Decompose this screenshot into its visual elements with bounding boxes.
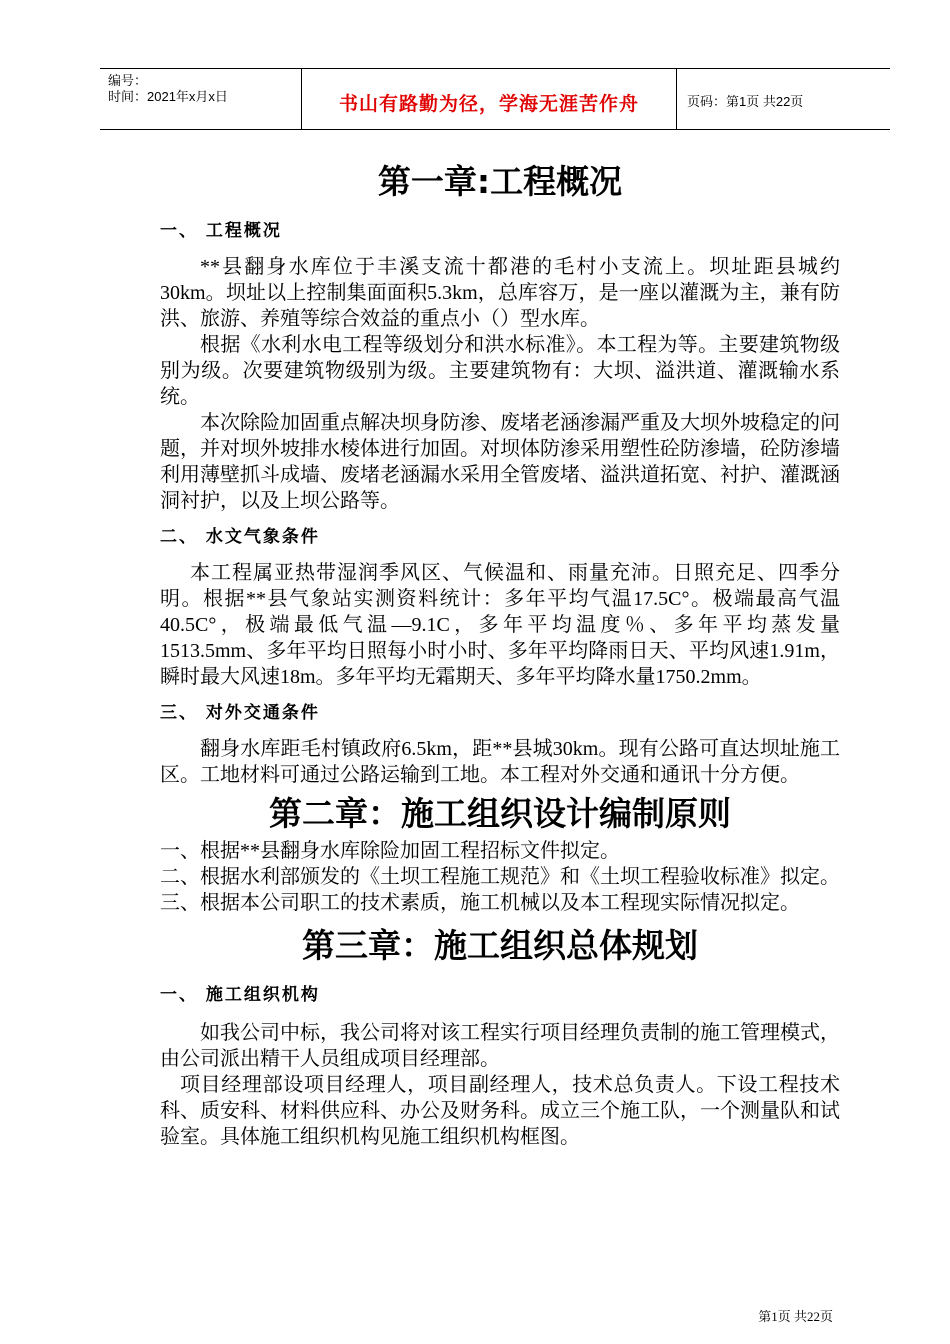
- header-page-info: 页码：第1页 共22页: [687, 94, 804, 109]
- chapter2-title: 第二章：施工组织设计编制原则: [269, 794, 731, 833]
- chapter2-item: 一、根据**县翻身水库除险加固工程招标文件拟定。: [160, 840, 620, 862]
- page-header: [100, 68, 890, 130]
- chapter2-item: 三、根据本公司职工的技术素质，施工机械以及本工程现实际情况拟定。: [160, 892, 800, 914]
- chapter2-item: 二、根据水利部颁发的《土坝工程施工规范》和《土坝工程验收标准》拟定。: [160, 866, 840, 888]
- chapter3-section1-title: 一、 施工组织机构: [160, 985, 320, 1005]
- code-label: 编号：: [108, 73, 148, 88]
- header-motto: 书山有路勤为径，学海无涯苦作舟: [338, 93, 639, 115]
- chapter1-title: 第一章:工程概况: [377, 162, 623, 201]
- chapter3-title: 第三章：施工组织总体规划: [302, 926, 698, 965]
- header-page-cell: [677, 69, 890, 129]
- chapter1-section3-title: 三、 对外交通条件: [160, 703, 320, 723]
- chapter1-section1-para3: 本次除险加固重点解决坝身防渗、废堵老涵渗漏严重及大坝外坡稳定的问题，并对坝外坡排水棱体进行加固。对坝体防渗采用塑性砼防渗墙，砼防渗墙利用薄壁抓斗成墙、废堵老涵漏水采用全管废堵、溢洪道拓宽、衬护、灌溉涵洞衬护，以及上坝公路等。: [160, 412, 840, 512]
- chapter1-section2-para1: 本工程属亚热带湿润季风区、气候温和、雨量充沛。日照充足、四季分明。根据**县气象站实测资料统计：多年平均气温17.5C°。极端最高气温40.5C°，极端最低气温—9.1C，多年平均温度％、多年平均蒸发量1513.5mm、多年平均日照每小时小时、多年平均降雨日天、平均风速1.91m，瞬时最大风速18m。多年平均无霜期天、多年平均降水量1750.2mm。: [160, 562, 840, 688]
- chapter1-section1-para1: **县翻身水库位于丰溪支流十都港的毛村小支流上。坝址距县城约30km。坝址以上控制集面面积5.3km，总库容万，是一座以灌溉为主，兼有防洪、旅游、养殖等综合效益的重点小（）型水库。: [160, 256, 840, 330]
- chapter1-section1-para2: 根据《水利水电工程等级划分和洪水标准》。本工程为等。主要建筑物级别为级。次要建筑物级别为级。主要建筑物有：大坝、溢洪道、灌溉输水系统。: [160, 334, 840, 408]
- chapter1-section2-title: 二、 水文气象条件: [160, 527, 320, 547]
- header-motto-cell: [302, 69, 677, 129]
- chapter3-section1-para2: 项目经理部设项目经理人，项目副经理人，技术总负责人。下设工程技术科、质安科、材料供应科、办公及财务科。成立三个施工队，一个测量队和试验室。具体施工组织机构见施工组织机构框图。: [160, 1074, 840, 1148]
- chapter3-section1-para1: 如我公司中标，我公司将对该工程实行项目经理负责制的施工管理模式，由公司派出精干人员组成项目经理部。: [160, 1022, 840, 1070]
- chapter1-section1-title: 一、 工程概况: [160, 221, 282, 241]
- chapter1-section3-para1: 翻身水库距毛村镇政府6.5km，距**县城30km。现有公路可直达坝址施工区。工地材料可通过公路运输到工地。本工程对外交通和通讯十分方便。: [160, 738, 840, 786]
- header-meta-cell: [100, 69, 302, 129]
- document-body: [160, 150, 840, 1150]
- page-footer: 第1页 共22页: [758, 1309, 833, 1324]
- time-label: 时间：2021年x月x日: [108, 89, 228, 104]
